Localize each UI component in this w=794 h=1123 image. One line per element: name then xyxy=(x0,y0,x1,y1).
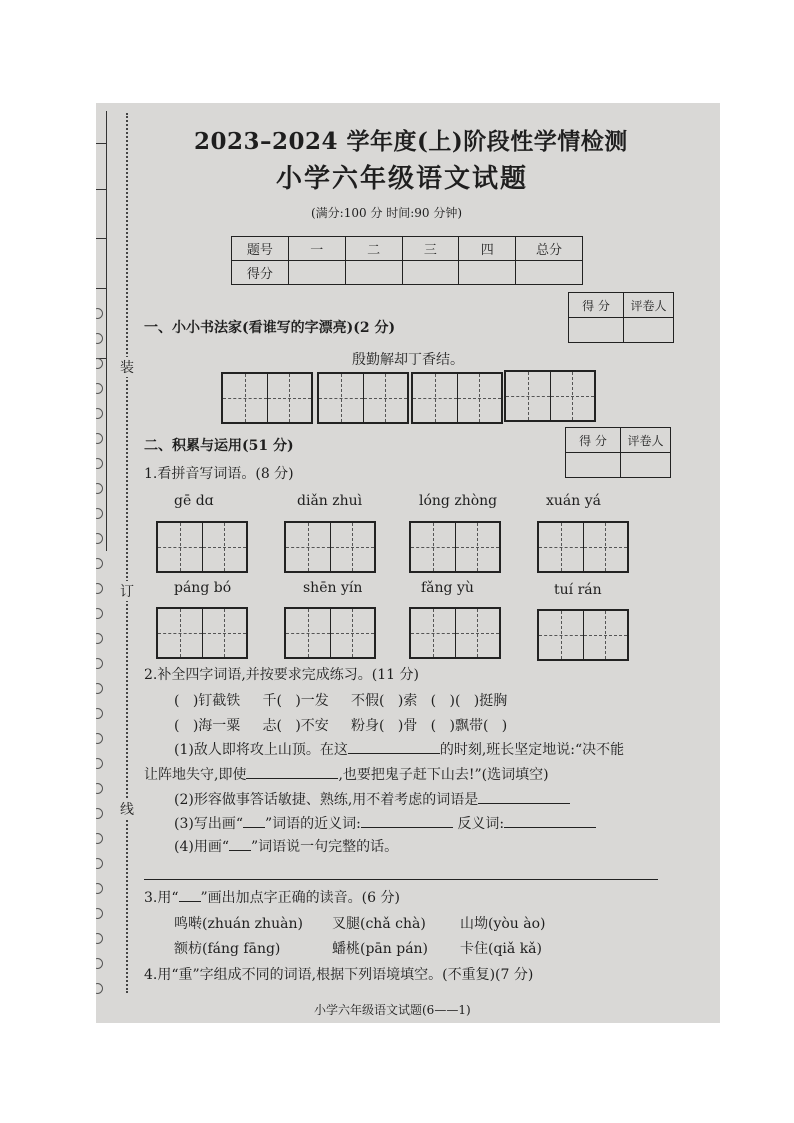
grader-score-entry[interactable] xyxy=(569,318,624,343)
score-table-cell: 题号 xyxy=(232,237,289,261)
binding-hole xyxy=(96,583,103,594)
q2-item4-text: ”词语说一句完整的话。 xyxy=(251,839,399,855)
binding-mark-zhuang: 装 xyxy=(120,357,134,377)
pinyin-label: lóng zhòng xyxy=(419,493,498,509)
fill-blank[interactable] xyxy=(246,778,338,779)
q2-item1-text: 让阵地失守,即使 xyxy=(144,767,247,783)
score-table-cell: 二 xyxy=(345,237,402,261)
answer-grid[interactable] xyxy=(284,607,376,659)
binding-edge-divider xyxy=(96,189,106,190)
underline-sample xyxy=(179,901,201,902)
pinyin-label: diǎn zhuì xyxy=(297,493,363,509)
pronunciation-item[interactable]: 叉腿(chǎ chà) xyxy=(332,916,426,932)
pronunciation-item[interactable]: 额枋(fáng fāng) xyxy=(174,941,281,957)
score-table-cell: 总分 xyxy=(516,237,583,261)
score-entry-cell[interactable] xyxy=(345,261,402,285)
score-table xyxy=(231,236,583,285)
q2-heading: 2.补全四字词语,并按要求完成练习。(11 分) xyxy=(144,667,419,683)
binding-hole xyxy=(96,558,103,569)
grader-box xyxy=(568,292,674,343)
grader-name-label: 评卷人 xyxy=(621,428,671,453)
score-table-cell: 一 xyxy=(288,237,345,261)
exam-paper xyxy=(96,103,720,1023)
binding-hole xyxy=(96,958,103,969)
section2-heading: 二、积累与运用(51 分) xyxy=(144,438,294,454)
binding-hole xyxy=(96,858,103,869)
score-table-cell: 四 xyxy=(459,237,516,261)
q2-item4-line xyxy=(174,836,398,856)
answer-grid[interactable] xyxy=(409,607,501,659)
score-entry-cell[interactable] xyxy=(288,261,345,285)
binding-mark-xian: 线 xyxy=(120,799,134,819)
grader-name-entry[interactable] xyxy=(621,453,671,478)
pinyin-label: gē dɑ xyxy=(174,493,214,509)
answer-line[interactable] xyxy=(144,879,658,880)
q2-item1-line xyxy=(174,739,624,759)
answer-grid[interactable] xyxy=(537,609,629,661)
binding-hole xyxy=(96,908,103,919)
answer-grid[interactable] xyxy=(156,607,248,659)
pronunciation-item[interactable]: 蟠桃(pān pán) xyxy=(332,941,429,957)
q2-item4-text: (4)用画“ xyxy=(174,839,229,855)
q3-heading: ”画出加点字正确的读音。(6 分) xyxy=(200,890,400,906)
calligraphy-model-sentence: 殷勤解却丁香结。 xyxy=(352,352,464,368)
q3-heading-line xyxy=(144,887,400,907)
pinyin-label: shēn yín xyxy=(303,580,363,596)
underline-sample xyxy=(229,850,251,851)
binding-hole xyxy=(96,608,103,619)
q2-item3-line xyxy=(174,813,596,833)
grader-name-label: 评卷人 xyxy=(624,293,674,318)
calligraphy-grid[interactable] xyxy=(317,372,409,424)
fill-blank[interactable] xyxy=(348,753,440,754)
q2-item2-line xyxy=(174,789,570,809)
exam-title: 2023–2024 学年度(上)阶段性学情检测 xyxy=(194,128,628,155)
binding-hole xyxy=(96,658,103,669)
grader-score-label: 得 分 xyxy=(569,293,624,318)
grader-name-entry[interactable] xyxy=(624,318,674,343)
pronunciation-item[interactable]: 鸣啭(zhuán zhuàn) xyxy=(174,916,303,932)
binding-mark-ding: 订 xyxy=(120,581,134,601)
calligraphy-grid[interactable] xyxy=(411,372,503,424)
q2-item3-text: ”词语的近义词: xyxy=(265,816,361,832)
q2-item2-text: (2)形容做事答话敏捷、熟练,用不着考虑的词语是 xyxy=(174,792,479,808)
binding-hole xyxy=(96,758,103,769)
binding-hole xyxy=(96,633,103,644)
q2-item1-line xyxy=(144,764,549,784)
calligraphy-grid[interactable] xyxy=(221,372,313,424)
exam-subtitle: 小学六年级语文试题 xyxy=(276,164,529,194)
binding-dotted-line xyxy=(126,113,128,993)
score-table-score-row xyxy=(232,261,583,285)
q2-item3-text: (3)写出画“ xyxy=(174,816,243,832)
score-table-cell: 三 xyxy=(402,237,459,261)
grader-score-label: 得 分 xyxy=(566,428,621,453)
binding-hole xyxy=(96,883,103,894)
binding-hole xyxy=(96,733,103,744)
pinyin-label: xuán yá xyxy=(546,493,601,509)
score-table-header-row xyxy=(232,237,583,261)
pinyin-label: tuí rán xyxy=(554,582,602,598)
section1-heading: 一、小小书法家(看谁写的字漂亮)(2 分) xyxy=(144,320,396,336)
idiom-row: ( )海一粟 忐( )不安 粉身( )骨 ( )飘带( ) xyxy=(174,718,508,734)
pronunciation-item[interactable]: 山坳(yòu ào) xyxy=(460,916,546,932)
answer-grid[interactable] xyxy=(156,521,248,573)
score-table-cell: 得分 xyxy=(232,261,289,285)
grader-score-entry[interactable] xyxy=(566,453,621,478)
answer-grid[interactable] xyxy=(284,521,376,573)
pinyin-label: páng bó xyxy=(174,580,232,596)
binding-hole xyxy=(96,933,103,944)
binding-edge-divider xyxy=(96,143,106,144)
binding-hole xyxy=(96,708,103,719)
page-footer: 小学六年级语文试题(6——1) xyxy=(314,1003,471,1017)
fill-blank[interactable] xyxy=(361,827,453,828)
underline-sample xyxy=(243,827,265,828)
binding-edge-divider xyxy=(96,288,106,289)
q2-item3-text: 反义词: xyxy=(457,816,505,832)
binding-edge-divider xyxy=(96,238,106,239)
pinyin-label: fǎng yù xyxy=(421,580,474,596)
q1-heading: 1.看拼音写词语。(8 分) xyxy=(144,466,294,482)
q2-item1-text: 的时刻,班长坚定地说:“决不能 xyxy=(439,742,625,758)
fill-blank[interactable] xyxy=(478,803,570,804)
score-entry-cell[interactable] xyxy=(516,261,583,285)
q2-item1-text: (1)敌人即将攻上山顶。在这 xyxy=(174,742,348,758)
fill-blank[interactable] xyxy=(504,827,596,828)
q4-heading: 4.用“重”字组成不同的词语,根据下列语境填空。(不重复)(7 分) xyxy=(144,967,534,983)
score-entry-cell[interactable] xyxy=(402,261,459,285)
score-entry-cell[interactable] xyxy=(459,261,516,285)
binding-hole xyxy=(96,783,103,794)
binding-hole xyxy=(96,808,103,819)
binding-hole xyxy=(96,833,103,844)
answer-grid[interactable] xyxy=(409,521,501,573)
exam-meta: (满分:100 分 时间:90 分钟) xyxy=(311,206,463,220)
binding-hole xyxy=(96,683,103,694)
idiom-row: ( )钉截铁 千( )一发 不假( )索 ( )( )挺胸 xyxy=(174,693,508,709)
pronunciation-item[interactable]: 卡住(qiǎ kǎ) xyxy=(460,941,542,957)
binding-hole xyxy=(96,983,103,994)
answer-grid[interactable] xyxy=(537,521,629,573)
q3-heading: 3.用“ xyxy=(144,890,179,906)
grader-box xyxy=(565,427,671,478)
q2-item1-text: ,也要把鬼子赶下山去!”(选词填空) xyxy=(338,767,549,783)
calligraphy-grid[interactable] xyxy=(504,370,596,422)
